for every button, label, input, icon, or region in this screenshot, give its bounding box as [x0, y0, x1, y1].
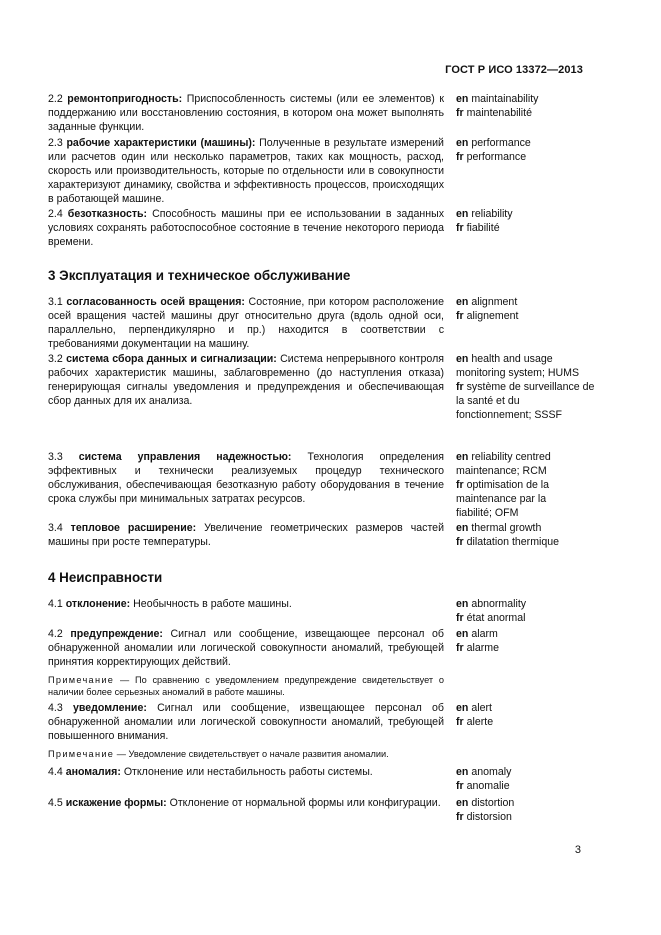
entry-number: 2.4 — [48, 208, 63, 220]
term-entry-3-2 — [48, 352, 444, 408]
lang-en-label: en — [456, 451, 469, 463]
term-fr: alignement — [466, 310, 519, 323]
term-definition: Отклонение от нормальной формы или конфигурации. — [169, 797, 441, 809]
term-translations-4-5 — [456, 796, 606, 824]
term-translations-2-2 — [456, 92, 606, 120]
note-4-3 — [48, 748, 444, 760]
term-entry-4-4 — [48, 765, 444, 779]
term-fr: dilatation thermique — [466, 536, 560, 549]
term-name: безотказность: — [67, 208, 148, 220]
term-entry-4-3 — [48, 701, 444, 743]
lang-fr-label: fr — [456, 310, 464, 323]
term-fr: fiabilité — [466, 222, 500, 235]
term-en: anomaly — [471, 766, 512, 778]
entry-number: 2.2 — [48, 93, 63, 105]
term-entry-3-4 — [48, 521, 444, 549]
term-en: distortion — [471, 797, 515, 809]
note-text: По сравнению с уведомлением предупреждение свидетельствует о наличии более серьезных аномалий в работе машины. — [48, 675, 445, 698]
term-translations-3-3 — [456, 450, 576, 520]
term-fr: alerte — [466, 716, 494, 729]
entry-number: 3.1 — [48, 296, 63, 308]
term-name: аномалия: — [65, 766, 121, 778]
term-fr: optimisation de la maintenance par la fiabilité; OFM — [456, 479, 550, 520]
lang-fr-label: fr — [456, 479, 464, 492]
entry-number: 4.5 — [48, 797, 63, 809]
note-dash: — — [116, 749, 126, 759]
lang-en-label: en — [456, 208, 469, 220]
lang-fr-label: fr — [456, 536, 464, 549]
term-definition: Состояние, при котором расположение осей вращения частей машины друг относительно друга (вдоль одной оси, параллельно, перпендикулярно и пр.) находится в соответствии с требованиями документации на машину. — [48, 296, 444, 351]
lang-fr-label: fr — [456, 811, 464, 824]
note-label: Примечание — [48, 749, 115, 759]
lang-fr-label: fr — [456, 222, 464, 235]
lang-fr-label: fr — [456, 151, 464, 164]
term-en: reliability centred maintenance; RCM — [456, 451, 551, 478]
entry-number: 2.3 — [48, 137, 63, 149]
term-translations-4-3 — [456, 701, 606, 729]
term-definition: Приспособленность системы (или ее элементов) к поддержанию или восстановлению состояния, в котором она может выполнять заданные функции. — [48, 93, 444, 134]
term-fr: état anormal — [466, 612, 526, 625]
term-entry-4-2 — [48, 627, 444, 669]
term-fr: système de surveillance de la santé et du fonctionnement; SSSF — [456, 381, 595, 422]
note-dash: — — [119, 675, 130, 685]
lang-en-label: en — [456, 702, 469, 714]
entry-number: 4.2 — [48, 628, 63, 640]
term-name: система сбора данных и сигнализации: — [66, 353, 277, 365]
lang-fr-label: fr — [456, 381, 464, 394]
lang-fr-label: fr — [456, 642, 464, 655]
term-definition: Полученные в результате измерений или расчетов один или несколько параметров, таких как мощность, расход, скорость или производительность, которые по отдельности или в совокупности характеризуют динамику, свойства и эффективность процессов, происходящих в работающей машине. — [48, 137, 444, 206]
term-en: abnormality — [471, 598, 527, 610]
lang-en-label: en — [456, 598, 469, 610]
lang-en-label: en — [456, 296, 469, 308]
term-name: система управления надежностью: — [78, 451, 292, 463]
term-fr: maintenabilité — [466, 107, 532, 120]
term-fr: alarme — [466, 642, 499, 655]
term-translations-4-4 — [456, 765, 606, 793]
term-definition: Способность машины при ее использовании в заданных условиях сохранять работоспособное состояние в течение некоторого периода времени. — [48, 208, 444, 249]
term-translations-3-1 — [456, 295, 606, 323]
term-definition: Технология определения эффективных и технически реализуемых процедур технического обслуживания, обеспечивающая безотказную работу оборудования в течение срока службы при минимальных затратах ресурсов. — [48, 451, 444, 506]
term-definition: Сигнал или сообщение, извещающее персонал об обнаруженной аномалии или логической совокупности аномалий, требующей принятия корректирующих действий. — [48, 628, 444, 669]
entry-number: 4.4 — [48, 766, 63, 778]
term-name: искажение формы: — [65, 797, 167, 809]
page-number: 3 — [574, 844, 581, 856]
term-entry-4-5 — [48, 796, 444, 810]
lang-en-label: en — [456, 797, 469, 809]
term-entry-3-1 — [48, 295, 444, 351]
term-definition: Необычность в работе машины. — [133, 598, 292, 610]
lang-en-label: en — [456, 628, 469, 640]
term-definition: Сигнал или сообщение, извещающее персонал об обнаруженной аномалии или логической совокупности аномалий, требующей повышенного внимания. — [48, 702, 444, 743]
term-name: рабочие характеристики (машины): — [66, 137, 256, 149]
lang-en-label: en — [456, 522, 469, 534]
term-translations-2-4 — [456, 207, 606, 235]
term-fr: distorsion — [466, 811, 512, 824]
term-entry-2-2 — [48, 92, 444, 134]
term-en: maintainability — [471, 93, 539, 105]
term-translations-2-3 — [456, 136, 606, 164]
term-definition: Система непрерывного контроля рабочих характеристик машины, заблаговременно (до наступления отказа) генерирующая сигналы уведомления и предупреждения и обеспечивающая сбор данных для их анализа. — [48, 353, 444, 408]
entry-number: 3.3 — [48, 451, 63, 463]
term-en: performance — [471, 137, 531, 149]
lang-en-label: en — [456, 353, 469, 365]
term-translations-3-4 — [456, 521, 606, 549]
note-4-2 — [48, 674, 444, 699]
entry-number: 4.3 — [48, 702, 63, 714]
lang-en-label: en — [456, 137, 469, 149]
entry-number: 3.4 — [48, 522, 63, 534]
term-name: ремонтопригодность: — [67, 93, 183, 105]
section-title-4: 4 Неисправности — [48, 570, 163, 585]
entry-number: 4.1 — [48, 598, 63, 610]
note-text: Уведомление свидетельствует о начале развития аномалии. — [128, 749, 389, 759]
term-en: alarm — [471, 628, 498, 640]
term-name: уведомление: — [73, 702, 147, 714]
term-entry-2-3 — [48, 136, 444, 206]
term-definition: Отклонение или нестабильность работы системы. — [123, 766, 373, 778]
term-translations-3-2 — [456, 352, 596, 422]
term-entry-2-4 — [48, 207, 444, 249]
term-translations-4-2 — [456, 627, 606, 655]
term-en: reliability — [471, 208, 513, 220]
lang-fr-label: fr — [456, 780, 464, 793]
term-name: тепловое расширение: — [70, 522, 197, 534]
entry-number: 3.2 — [48, 353, 63, 365]
term-fr: anomalie — [466, 780, 510, 793]
document-header: ГОСТ Р ИСО 13372—2013 — [445, 64, 583, 76]
lang-en-label: en — [456, 766, 469, 778]
term-fr: performance — [466, 151, 527, 164]
section-title-3: 3 Эксплуатация и техническое обслуживание — [48, 268, 351, 283]
term-entry-3-3 — [48, 450, 444, 506]
term-en: health and usage monitoring system; HUMS — [456, 353, 580, 380]
term-name: согласованность осей вращения: — [66, 296, 245, 308]
note-label: Примечание — [48, 675, 115, 685]
term-en: alignment — [471, 296, 518, 308]
term-translations-4-1 — [456, 597, 606, 625]
lang-fr-label: fr — [456, 612, 464, 625]
term-en: alert — [471, 702, 492, 714]
lang-fr-label: fr — [456, 107, 464, 120]
term-en: thermal growth — [471, 522, 542, 534]
term-name: отклонение: — [65, 598, 131, 610]
lang-en-label: en — [456, 93, 469, 105]
term-definition: Увеличение геометрических размеров частей машины при росте температуры. — [48, 522, 444, 549]
lang-fr-label: fr — [456, 716, 464, 729]
term-name: предупреждение: — [70, 628, 163, 640]
term-entry-4-1 — [48, 597, 444, 611]
